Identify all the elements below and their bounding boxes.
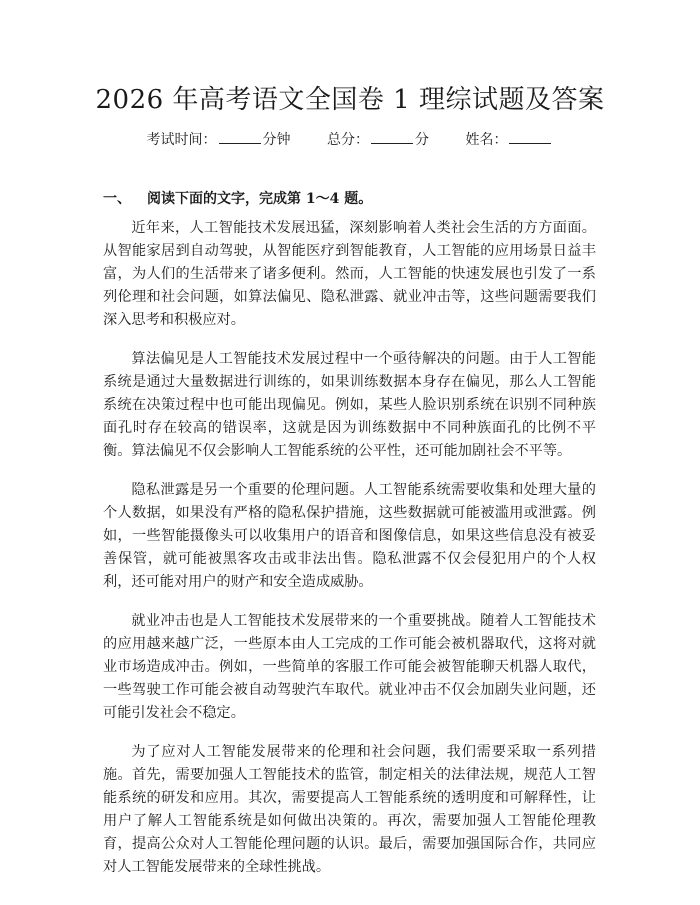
student-name-blank: [509, 131, 551, 144]
passage-paragraph: 算法偏见是人工智能技术发展过程中一个亟待解决的问题。由于人工智能系统是通过大量数据进行训练的，如果训练数据本身存在偏见，那么人工智能系统在决策过程中也可能出现偏见。例如，某些人脸识别系统在识别不同种族面孔时存在较高的错误率，这就是因为训练数据中不同种族面孔的比例不平衡。算法偏见不仅会影响人工智能系统的公平性，还可能加剧社会不平等。: [103, 351, 596, 459]
page-title: 2026 年高考语文全国卷 1 理综试题及答案: [95, 85, 605, 115]
exam-time-unit: 分钟: [262, 132, 291, 148]
exam-time-blank: [219, 131, 261, 144]
passage-paragraph: 为了应对人工智能发展带来的伦理和社会问题，我们需要采取一系列措施。首先，需要加强人工智能技术的监管，制定相关的法律法规，规范人工智能系统的研发和应用。其次，需要提高人工智能系统的透明度和可解释性，让用户了解人工智能系统是如何做出决策的。再次，需要加强人工智能伦理教育，提高公众对人工智能伦理问题的认识。最后，需要加强国际合作，共同应对人工智能发展带来的全球性挑战。: [103, 744, 596, 875]
passage-paragraph: 隐私泄露是另一个重要的伦理问题。人工智能系统需要收集和处理大量的个人数据，如果没有严格的隐私保护措施，这些数据就可能被滥用或泄露。例如，一些智能摄像头可以收集用户的语音和图像信息，如果这些信息没有被妥善保管，就可能被黑客攻击或非法出售。隐私泄露不仅会侵犯用户的个人权利，还可能对用户的财产和安全造成威胁。: [103, 482, 596, 590]
exam-time-label: 考试时间：: [146, 132, 217, 148]
passage-paragraph: 近年来，人工智能技术发展迅猛，深刻影响着人类社会生活的方方面面。从智能家居到自动驾驶，从智能医疗到智能教育，人工智能的应用场景日益丰富，为人们的生活带来了诸多便利。然而，人工智能的快速发展也引发了一系列伦理和社会问题，如算法偏见、隐私泄露、就业冲击等，这些问题需要我们深入思考和积极应对。: [103, 220, 596, 328]
student-name-field: [465, 132, 553, 148]
section-instruction: 阅读下面的文字，完成第 1～4 题。: [147, 191, 373, 207]
passage-paragraph: 就业冲击也是人工智能技术发展带来的一个重要挑战。随着人工智能技术的应用越来越广泛，一些原本由人工完成的工作可能会被机器取代，这将对就业市场造成冲击。例如，一些简单的客服工作可能会被智能聊天机器人取代，一些驾驶工作可能会被自动驾驶汽车取代。就业冲击不仅会加剧失业问题，还可能引发社会不稳定。: [103, 613, 596, 721]
total-score-blank: [371, 131, 413, 144]
section-heading: [103, 189, 372, 209]
reading-passage: [103, 217, 596, 895]
exam-time-field: [147, 132, 295, 148]
total-score-field: [327, 132, 433, 148]
total-score-unit: 分: [415, 132, 429, 148]
exam-info-line: [0, 130, 700, 150]
total-score-label: 总分：: [327, 132, 369, 148]
student-name-label: 姓名：: [465, 132, 508, 148]
section-number: 一、: [103, 191, 131, 207]
